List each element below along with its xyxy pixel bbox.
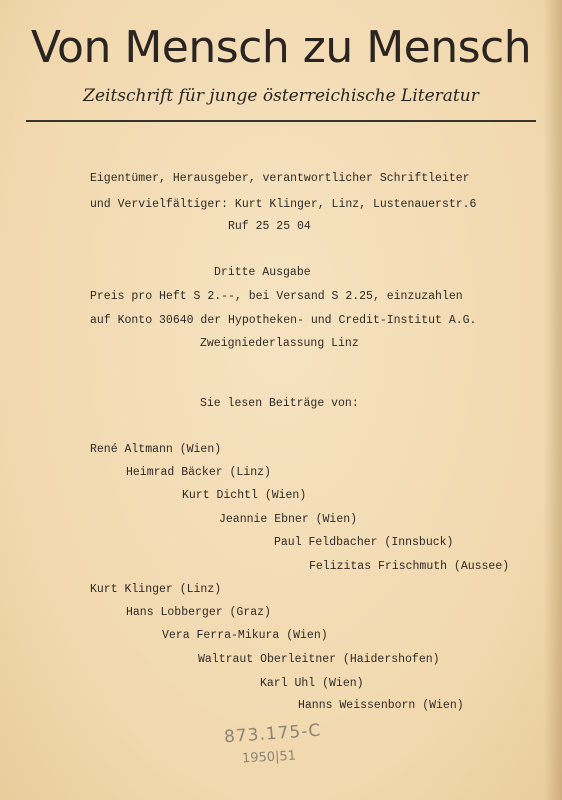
contributor-item: René Altmann (Wien) [90,443,222,456]
contributor-item: Waltraut Oberleitner (Haidershofen) [198,653,440,666]
edition-title: Dritte Ausgabe [214,266,311,279]
contributor-item: Heimrad Bäcker (Linz) [126,466,271,479]
contributor-item: Jeannie Ebner (Wien) [219,513,358,526]
masthead-subtitle: Zeitschrift für junge österreichische Literatur [83,86,479,106]
contributor-item: Hans Lobberger (Graz) [126,606,271,619]
page-edge-shadow [544,0,562,800]
imprint-phone: Ruf 25 25 04 [228,220,311,233]
contributor-item: Kurt Klinger (Linz) [90,583,222,596]
contributor-item: Hanns Weissenborn (Wien) [298,699,464,712]
masthead-divider [26,120,536,122]
edition-price: Preis pro Heft S 2.--, bei Versand S 2.25, einzuzahlen [90,290,463,303]
contributor-item: Felizitas Frischmuth (Aussee) [309,560,510,573]
contributor-item: Karl Uhl (Wien) [260,677,364,690]
edition-branch: Zweigniederlassung Linz [200,337,359,350]
contributors-heading: Sie lesen Beiträge von: [200,397,359,410]
contributor-item: Vera Ferra-Mikura (Wien) [162,629,328,642]
handwritten-year: 1950|51 [241,748,297,767]
edition-account: auf Konto 30640 der Hypotheken- und Credit-Institut A.G. [90,314,477,327]
handwritten-shelfmark: 873.175-C [223,720,322,748]
contributor-item: Paul Feldbacher (Innsbuck) [274,536,454,549]
masthead-title: Von Mensch zu Mensch [30,22,532,73]
imprint-line-1: Eigentümer, Herausgeber, verantwortlicher Schriftleiter [90,172,470,185]
imprint-line-2: und Vervielfältiger: Kurt Klinger, Linz, Lustenauerstr.6 [90,198,477,211]
contributor-item: Kurt Dichtl (Wien) [182,489,307,502]
